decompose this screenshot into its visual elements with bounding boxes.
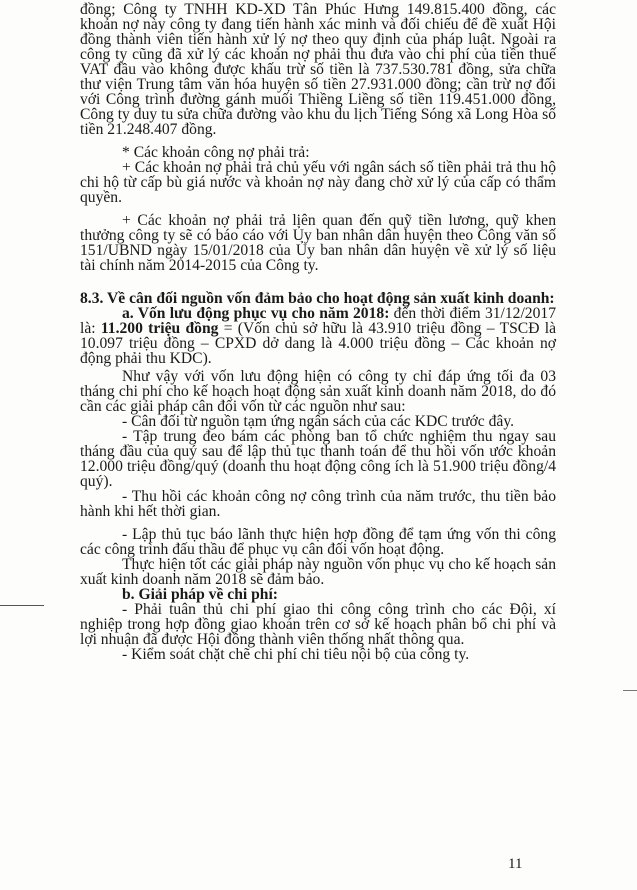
document-body: [80, 2, 556, 662]
paragraph-payables-budget: + Các khoản nợ phải trả chủ yếu với ngân sách số tiền phải trả thu hộ chi hộ từ cấp bù giá nước và khoản nợ này đang chờ xử lý của cấp có thẩm quyền.: [80, 159, 556, 206]
subheading-b: b. Giải pháp về chi phí:: [122, 586, 278, 603]
margin-mark-right: [623, 690, 637, 691]
paragraph-working-capital: [80, 306, 556, 366]
bullet-budget-advance: - Cân đối từ nguồn tạm ứng ngân sách của các KDC trước đây.: [122, 413, 515, 430]
subheading-a: a. Vốn lưu động phục vụ cho năm 2018:: [122, 305, 390, 322]
paragraph-payables-salary: + Các khoản nợ phải trả liên quan đến quỹ tiền lương, quỹ khen thưởng công ty sẽ có báo cáo với Ủy ban nhân dân huyện theo Công văn số 151/UBND ngày 15/01/2018 của Ủy ban nhân dân huyện về xử lý số liệu tài chính năm 2014-2015 của Công ty.: [80, 212, 556, 274]
bullet-cost-compliance: - Phải tuân thủ chi phí giao thi công công trình cho các Đội, xí nghiệp trong hợp đồng giao khoán trên cơ sở kế hoạch phân bổ chi phí và lợi nhuận đã được Hội đồng thành viên thống nhất thông qua.: [80, 601, 556, 648]
section-heading-8-3: 8.3. Về cân đối nguồn vốn đảm bảo cho hoạt động sản xuất kinh doanh:: [80, 290, 555, 307]
paragraph-receivables: đồng; Công ty TNHH KD-XD Tân Phúc Hưng 149.815.400 đồng, các khoản nợ này công ty đang tiến hành xác minh và đối chiếu để đề xuất Hội đồng thành viên tiến hành xử lý nợ theo quy định của pháp luật. Ngoài ra công ty cũng đã xử lý các khoản nợ phải thu đưa vào chi phí của tiền thuế VAT đầu vào không được khấu trừ số tiền là 737.530.781 đồng, sửa chữa thư viện Trung tâm văn hóa huyện số tiền 27.931.000 đồng; cần trừ nợ đối với Công trình đường gánh muối Thiềng Liềng số tiền 119.451.000 đồng, Công ty duy tu sửa chữa đường vào khu du lịch Tiếng Sóng xã Long Hòa số tiền 21.248.407 đồng.: [80, 1, 556, 138]
paragraph-capital-solutions: Như vậy với vốn lưu động hiện có công ty chỉ đáp ứng tối đa 03 tháng chi phí cho kế hoạch hoạt động sản xuất kinh doanh năm 2018, do đó cần các giải pháp cân đối vốn từ các nguồn như sau:: [80, 368, 556, 415]
working-capital-date: đến thời điểm 31/12/2017 là:: [80, 305, 556, 337]
paragraph-payables-heading: * Các khoản công nợ phải trả:: [122, 144, 310, 161]
bullet-internal-cost-control: - Kiểm soát chặt chẽ chi phí chi tiêu nội bộ của công ty.: [122, 646, 470, 663]
working-capital-amount: 11.200 triệu đồng: [100, 320, 219, 337]
paragraph-conclusion: Thực hiện tốt các giải pháp này nguồn vốn phục vụ cho kế hoạch sản xuất kinh doanh năm 2018 sẽ đảm bảo.: [80, 556, 556, 588]
bullet-acceptance: - Tập trung đeo bám các phòng ban tổ chức nghiệm thu ngay sau tháng đầu của quý sau để lập thủ tục thanh toán để thu hồi vốn ước khoản 12.000 triệu đồng/quý (doanh thu hoạt động công ích là 51.900 triệu đồng/4 quý).: [80, 428, 556, 490]
bullet-contract-guarantee: - Lập thủ tục báo lãnh thực hiện hợp đồng để tạm ứng vốn thi công các công trình đấu thầu để phục vụ cân đối vốn hoạt động.: [80, 526, 556, 558]
page-number: 11: [508, 856, 523, 872]
working-capital-formula: = (Vốn chủ sở hữu là 43.910 triệu đồng – TSCĐ là 10.097 triệu đồng – CPXD dở dang là 4.000 triệu đồng – Các khoản nợ động phải thu KDC).: [80, 320, 556, 367]
bullet-debt-recovery: - Thu hồi các khoản công nợ công trình của năm trước, thu tiền bảo hành khi hết thời gian.: [80, 488, 556, 520]
margin-mark-left: [0, 605, 44, 606]
